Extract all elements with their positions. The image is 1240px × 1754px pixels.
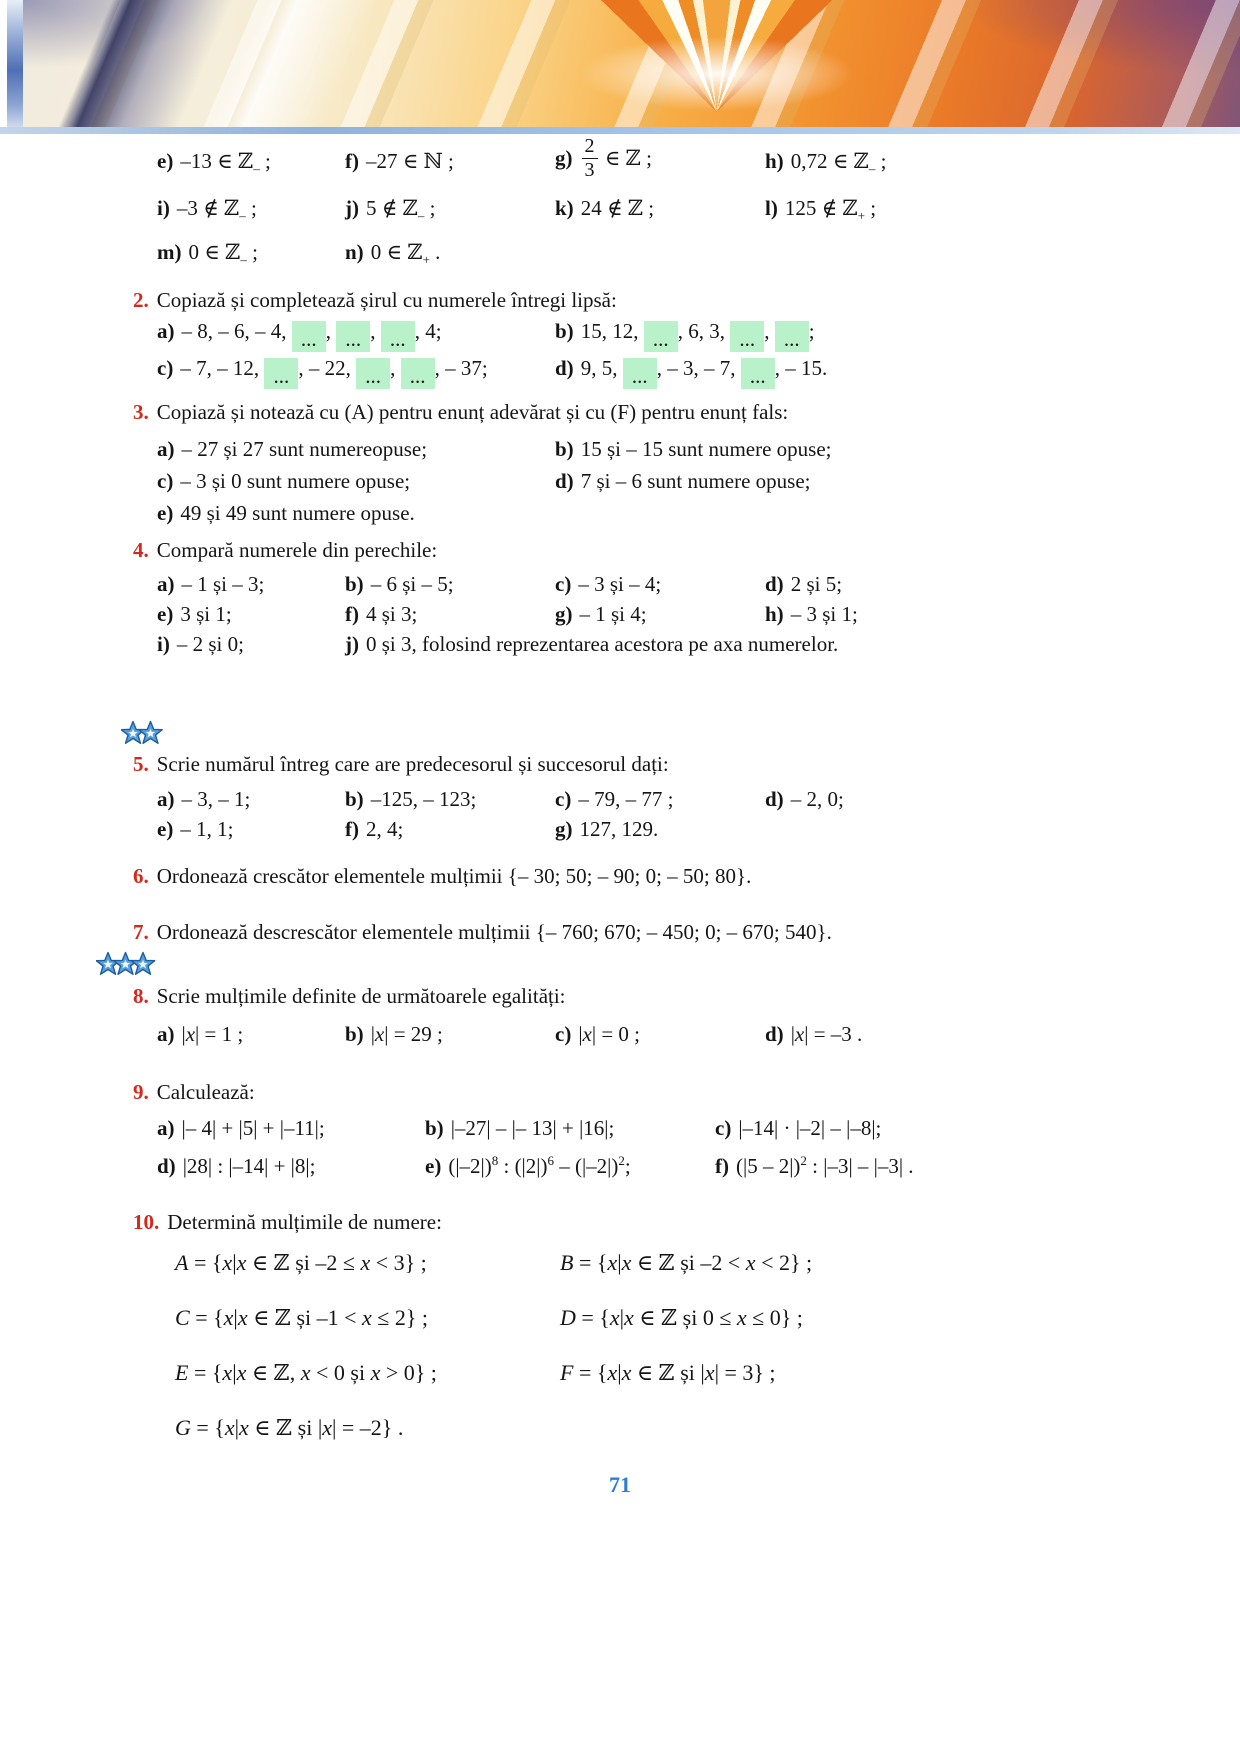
item-label: e) bbox=[425, 1154, 442, 1178]
set-formula: D = {x|x ∈ ℤ și 0 ≤ x ≤ 0} ; bbox=[560, 1305, 803, 1330]
list-item bbox=[157, 784, 345, 814]
header-left-strip bbox=[7, 0, 23, 127]
item-label: a) bbox=[157, 572, 175, 596]
list-item bbox=[765, 784, 1185, 814]
missing-number-box: ... bbox=[644, 321, 678, 352]
set-formula: B = {x|x ∈ ℤ și –2 < x < 2} ; bbox=[560, 1250, 813, 1275]
exercise-1-items bbox=[133, 135, 1185, 268]
item-math: –13 ∈ ℤ$_-$ ; bbox=[180, 148, 271, 176]
item-label: b) bbox=[345, 572, 364, 596]
list-item bbox=[715, 1113, 1185, 1143]
item-math: 0 și 3, folosind reprezentarea acestora pe axa numerelor. bbox=[366, 632, 839, 656]
item-label: e) bbox=[157, 817, 174, 841]
exercise-4 bbox=[133, 536, 1185, 659]
list-item bbox=[157, 433, 555, 465]
list-item bbox=[157, 814, 345, 844]
exercise-number: 8. bbox=[133, 984, 149, 1008]
exercise-10-formulas bbox=[175, 1247, 1185, 1444]
list-item bbox=[555, 814, 765, 844]
exercise-title: Ordonează crescător elementele mulțimii {– 30; 50; – 90; 0; – 50; 80}. bbox=[156, 864, 752, 888]
item-label: a) bbox=[157, 787, 175, 811]
item-math: – 79, – 77 ; bbox=[578, 787, 674, 811]
exercise-5-items bbox=[157, 784, 1185, 844]
set-formula: C = {x|x ∈ ℤ și –1 < x ≤ 2} ; bbox=[175, 1305, 429, 1330]
exercise-1-row bbox=[157, 237, 1185, 267]
item-math: |x| = 1 ; bbox=[181, 1022, 244, 1046]
item-label: i) bbox=[157, 196, 170, 220]
item-label: n) bbox=[345, 240, 364, 264]
item-math: –3 ∉ ℤ$_-$ ; bbox=[176, 196, 257, 224]
page-number: 71 bbox=[609, 1472, 631, 1497]
item-math: – 3, – 1; bbox=[181, 787, 251, 811]
item-math: |– 4| + |5| + |–11|; bbox=[181, 1116, 325, 1140]
item-math: 4 și 3; bbox=[366, 602, 418, 626]
list-item bbox=[157, 1151, 425, 1181]
list-item bbox=[765, 569, 1185, 599]
item-label: k) bbox=[555, 196, 574, 220]
missing-number-box: ... bbox=[623, 358, 657, 389]
list-item bbox=[715, 1151, 1185, 1181]
header-bottom-bar bbox=[0, 127, 1240, 134]
item-label: g) bbox=[555, 817, 573, 841]
item-math: – 1, 1; bbox=[180, 817, 234, 841]
item-label: b) bbox=[555, 319, 574, 343]
exercise-number: 6. bbox=[133, 864, 149, 888]
item-label: c) bbox=[157, 356, 174, 380]
list-item bbox=[345, 237, 555, 267]
item-label: b) bbox=[425, 1116, 444, 1140]
exercise-title: Ordonează descrescător elementele mulțimii {– 760; 670; – 450; 0; – 670; 540}. bbox=[156, 920, 832, 944]
set-formula: A = {x|x ∈ ℤ și –2 ≤ x < 3} ; bbox=[175, 1250, 427, 1275]
item-label: j) bbox=[345, 632, 359, 656]
missing-number-box: ... bbox=[336, 321, 370, 352]
exercise-1-row bbox=[157, 135, 1185, 183]
item-label: i) bbox=[157, 632, 170, 656]
exercise-2-items bbox=[157, 315, 1185, 389]
item-label: a) bbox=[157, 1116, 175, 1140]
item-math: 24 ∉ ℤ ; bbox=[580, 196, 655, 220]
list-item bbox=[345, 599, 555, 629]
list-item bbox=[555, 193, 765, 223]
missing-number-box: ... bbox=[292, 321, 326, 352]
list-item bbox=[157, 315, 555, 352]
item-label: c) bbox=[715, 1116, 732, 1140]
item-math: –27 ∈ ℕ ; bbox=[366, 148, 454, 173]
item-label: b) bbox=[345, 1022, 364, 1046]
item-math: – 7, – 12, ... , – 22, ... , ... , – 37; bbox=[180, 356, 488, 388]
item-label: d) bbox=[765, 572, 784, 596]
item-math: – 8, – 6, – 4, ... , ... , ... , 4; bbox=[181, 319, 442, 351]
list-item bbox=[157, 569, 345, 599]
item-label: h) bbox=[765, 602, 784, 626]
missing-number-box: ... bbox=[741, 358, 775, 389]
list-item bbox=[555, 465, 1185, 497]
header-decoration bbox=[0, 0, 1240, 134]
list-item bbox=[555, 433, 1185, 465]
item-math: – 27 și 27 sunt numereopuse; bbox=[181, 437, 428, 461]
item-label: c) bbox=[555, 787, 572, 811]
list-item bbox=[765, 599, 1185, 629]
exercise-6 bbox=[133, 862, 1185, 891]
exercise-number: 9. bbox=[133, 1080, 149, 1104]
exercise-2 bbox=[133, 286, 1185, 389]
list-item bbox=[157, 465, 555, 497]
difficulty-three-stars-icon bbox=[96, 951, 160, 979]
item-label: a) bbox=[157, 319, 175, 343]
item-label: f) bbox=[345, 148, 359, 173]
exercise-title: Scrie numărul întreg care are predecesorul și succesorul dați: bbox=[156, 752, 669, 776]
exercise-3 bbox=[133, 398, 1185, 529]
missing-number-box: ... bbox=[381, 321, 415, 352]
item-math: 15 și – 15 sunt numere opuse; bbox=[580, 437, 832, 461]
exercise-9-items bbox=[157, 1113, 1185, 1181]
item-label: e) bbox=[157, 602, 174, 626]
item-math: 2, 4; bbox=[366, 817, 404, 841]
item-math: –125, – 123; bbox=[370, 787, 477, 811]
item-label: d) bbox=[555, 469, 574, 493]
exercise-title: Copiază și completează șirul cu numerele întregi lipsă: bbox=[156, 288, 617, 312]
item-label: d) bbox=[765, 787, 784, 811]
missing-number-box: ... bbox=[264, 358, 298, 389]
item-math: 0 ∈ ℤ$_+$ . bbox=[370, 240, 441, 268]
list-item bbox=[345, 146, 555, 176]
item-math: |–27| – |– 13| + |16|; bbox=[450, 1116, 615, 1140]
item-label: e) bbox=[157, 501, 174, 525]
list-item bbox=[157, 1019, 345, 1049]
item-label: g) bbox=[555, 146, 573, 171]
exercise-7 bbox=[133, 918, 1185, 947]
set-formula: E = {x|x ∈ ℤ, x < 0 și x > 0} ; bbox=[175, 1360, 437, 1385]
exercise-number: 5. bbox=[133, 752, 149, 776]
item-label: b) bbox=[345, 787, 364, 811]
missing-number-box: ... bbox=[775, 321, 809, 352]
exercise-3-items bbox=[157, 433, 1185, 529]
exercise-title: Calculează: bbox=[156, 1080, 255, 1104]
item-math: – 2, 0; bbox=[790, 787, 844, 811]
exercise-4-items bbox=[157, 569, 1185, 659]
item-label: j) bbox=[345, 196, 359, 220]
item-label: d) bbox=[765, 1022, 784, 1046]
exercise-8 bbox=[133, 982, 1185, 1049]
item-math: 0 ∈ ℤ$_-$ ; bbox=[188, 240, 258, 268]
item-math: 125 ∉ ℤ$_+$ ; bbox=[784, 196, 877, 224]
list-item bbox=[555, 1019, 765, 1049]
item-label: f) bbox=[345, 602, 359, 626]
item-math: – 1 și 4; bbox=[579, 602, 647, 626]
item-label: f) bbox=[715, 1154, 729, 1178]
list-item bbox=[157, 352, 555, 389]
item-math: |28| : |–14| + |8|; bbox=[182, 1154, 316, 1178]
list-item bbox=[345, 784, 555, 814]
list-item bbox=[555, 135, 765, 183]
list-item bbox=[765, 1019, 1185, 1049]
list-item bbox=[345, 569, 555, 599]
list-item bbox=[555, 784, 765, 814]
item-math: 9, 5, ... , – 3, – 7, ... , – 15. bbox=[580, 356, 828, 388]
exercise-5 bbox=[133, 750, 1185, 844]
item-label: l) bbox=[765, 196, 778, 220]
item-math: |x| = –3 . bbox=[790, 1022, 863, 1046]
list-item bbox=[555, 599, 765, 629]
item-label: e) bbox=[157, 148, 174, 173]
item-math: – 2 și 0; bbox=[176, 632, 244, 656]
item-math: |x| = 0 ; bbox=[578, 1022, 641, 1046]
item-math: 2 și 5; bbox=[790, 572, 843, 596]
exercise-1-row bbox=[157, 193, 1185, 223]
item-label: a) bbox=[157, 437, 175, 461]
item-math: (|5 – 2|)$^2$ : |–3| – |–3| . bbox=[736, 1153, 914, 1178]
item-math: – 3 și 0 sunt numere opuse; bbox=[180, 469, 411, 493]
item-label: d) bbox=[555, 356, 574, 380]
item-label: m) bbox=[157, 240, 182, 264]
item-math: |x| = 29 ; bbox=[370, 1022, 443, 1046]
list-item bbox=[157, 193, 345, 223]
item-label: b) bbox=[555, 437, 574, 461]
list-item bbox=[425, 1113, 715, 1143]
list-item bbox=[345, 1019, 555, 1049]
exercise-9 bbox=[133, 1078, 1185, 1181]
item-label: g) bbox=[555, 602, 573, 626]
list-item bbox=[555, 569, 765, 599]
item-math: 0,72 ∈ ℤ$_-$ ; bbox=[790, 148, 887, 176]
missing-number-box: ... bbox=[401, 358, 435, 389]
item-math: – 1 și – 3; bbox=[181, 572, 265, 596]
exercise-title: Copiază și notează cu (A) pentru enunț adevărat și cu (F) pentru enunț fals: bbox=[156, 400, 789, 424]
item-math: 5 ∉ ℤ$_-$ ; bbox=[366, 196, 436, 224]
list-item bbox=[157, 599, 345, 629]
exercise-10 bbox=[133, 1208, 1185, 1444]
item-math: – 3 și – 4; bbox=[578, 572, 662, 596]
list-item bbox=[555, 315, 1185, 352]
list-item bbox=[157, 146, 345, 176]
item-math: |–14| · |–2| – |–8|; bbox=[738, 1116, 882, 1140]
list-item bbox=[555, 352, 1185, 389]
list-item bbox=[157, 237, 345, 267]
list-item bbox=[345, 814, 555, 844]
item-math: 7 și – 6 sunt numere opuse; bbox=[580, 469, 811, 493]
exercise-number: 2. bbox=[133, 288, 149, 312]
item-math: – 6 și – 5; bbox=[370, 572, 454, 596]
item-math: 15, 12, ... , 6, 3, ... , ... ; bbox=[580, 319, 815, 351]
item-label: c) bbox=[157, 469, 174, 493]
list-item bbox=[157, 1113, 425, 1143]
item-math: $\frac{2}{3}$ ∈ ℤ ; bbox=[580, 146, 652, 170]
exercise-title: Determină mulțimile de numere: bbox=[167, 1210, 442, 1234]
list-item bbox=[345, 193, 555, 223]
list-item bbox=[765, 193, 1185, 223]
exercise-number: 4. bbox=[133, 538, 149, 562]
exercise-8-items bbox=[157, 1019, 1185, 1049]
item-math: 127, 129. bbox=[579, 817, 659, 841]
item-math: 3 și 1; bbox=[180, 602, 232, 626]
item-math: – 3 și 1; bbox=[790, 602, 858, 626]
set-formula: F = {x|x ∈ ℤ și |x| = 3} ; bbox=[560, 1360, 776, 1385]
missing-number-box: ... bbox=[356, 358, 390, 389]
item-label: h) bbox=[765, 148, 784, 173]
set-formula: G = {x|x ∈ ℤ și |x| = –2} . bbox=[175, 1415, 404, 1440]
list-item bbox=[157, 497, 555, 529]
difficulty-two-stars-icon bbox=[121, 720, 167, 748]
item-label: d) bbox=[157, 1154, 176, 1178]
list-item bbox=[765, 146, 1185, 176]
exercise-number: 3. bbox=[133, 400, 149, 424]
exercise-title: Compară numerele din perechile: bbox=[156, 538, 438, 562]
math-fraction: $\frac{2}{3}$ bbox=[582, 136, 598, 181]
list-item bbox=[425, 1151, 715, 1181]
item-label: f) bbox=[345, 817, 359, 841]
item-label: c) bbox=[555, 572, 572, 596]
exercise-title: Scrie mulțimile definite de următoarele egalități: bbox=[156, 984, 566, 1008]
list-item bbox=[157, 629, 345, 659]
item-math: 49 și 49 sunt numere opuse. bbox=[180, 501, 415, 525]
header-abstract-image bbox=[23, 0, 1240, 127]
list-item bbox=[345, 629, 1185, 659]
exercise-number: 10. bbox=[133, 1210, 160, 1234]
item-label: a) bbox=[157, 1022, 175, 1046]
exercise-number: 7. bbox=[133, 920, 149, 944]
item-label: c) bbox=[555, 1022, 572, 1046]
missing-number-box: ... bbox=[730, 321, 764, 352]
item-math: $(|-2|)^8$ : $(|2|)^6 - (|-2|)^2$; bbox=[448, 1153, 631, 1178]
